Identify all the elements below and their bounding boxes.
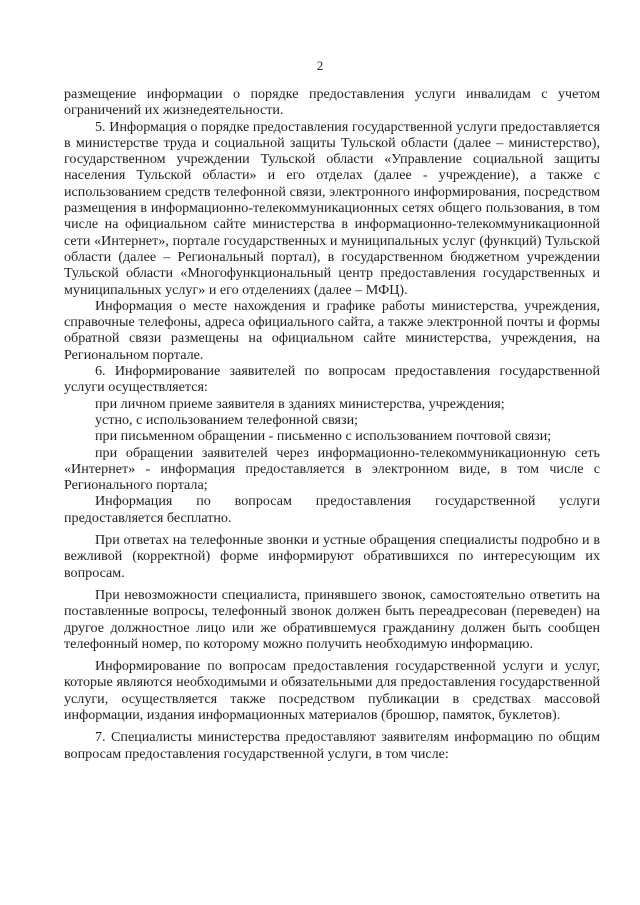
paragraph-accessibility-info: размещение информации о порядке предоставления услуги инвалидам с учетом ограничений их жизнедеятельности. [64, 86, 600, 119]
paragraph-item-7: 7. Специалисты министерства предоставляют заявителям информацию по общим вопросам предоставления государственной услуги, в том числе: [64, 729, 600, 762]
list-item-internet: при обращении заявителей через информационно-телекоммуникационную сеть «Интернет» - информация предоставляется в электронном виде, в том числе с Регионального портала; [64, 444, 600, 494]
list-item-written: при письменном обращении - письменно с использованием почтовой связи; [95, 428, 552, 445]
paragraph-free-of-charge: Информация по вопросам предоставления государственной услуги предоставляется бесплатно. [64, 493, 600, 526]
paragraph-item-5: 5. Информация о порядке предоставления государственной услуги предоставляется в министерстве труда и социальной защиты Тульской области (далее – министерство), государственном учреждении Тульской области «Управление социальной защиты населения Тульской области» и его отделах (далее - учреждение), а также с использованием средств телефонной связи, электронного информирования, посредством размещения в информационно-телекоммуникационных сетях общего пользования, в том числе на официальном сайте министерства в информационно-телекоммуникационной сети «Интернет», портале государственных и муниципальных услуг (функций) Тульской области (далее – Региональный портал), в государственном бюджетном учреждении Тульской области «Многофункциональный центр предоставления государственных и муниципальных услуг» и его отделениях (далее – МФЦ). [64, 118, 600, 298]
paragraph-mass-media: Информирование по вопросам предоставления государственной услуги и услуг, которые являются необходимыми и обязательными для предоставления государственной услуги, осуществляется также посредством публикации в средствах массовой информации, издания информационных материалов (брошюр, памяток, буклетов). [64, 658, 600, 723]
paragraph-item-6: 6. Информирование заявителей по вопросам предоставления государственной услуги осуществляется: [64, 363, 600, 396]
paragraph-call-redirect: При невозможности специалиста, принявшего звонок, самостоятельно ответить на поставленные вопросы, телефонный звонок должен быть переадресован (переведен) на другое должностное лицо или же обратившемуся гражданину должен быть сообщен телефонный номер, по которому можно получить необходимую информацию. [64, 586, 600, 652]
paragraph-location-info: Информация о месте нахождения и графике работы министерства, учреждения, справочные телефоны, адреса официального сайта, а также электронной почты и формы обратной связи размещены на официальном сайте министерства, учреждения, на Региональном портале. [64, 297, 600, 363]
paragraph-phone-answers: При ответах на телефонные звонки и устные обращения специалисты подробно и в вежливой (корректной) форме информируют обратившихся по интересующим их вопросам. [64, 532, 600, 581]
list-item-phone: устно, с использованием телефонной связи; [95, 411, 359, 428]
list-item-personal-visit: при личном приеме заявителя в зданиях министерства, учреждения; [95, 395, 505, 412]
page-number: 2 [316, 58, 324, 73]
document-body [64, 86, 600, 762]
